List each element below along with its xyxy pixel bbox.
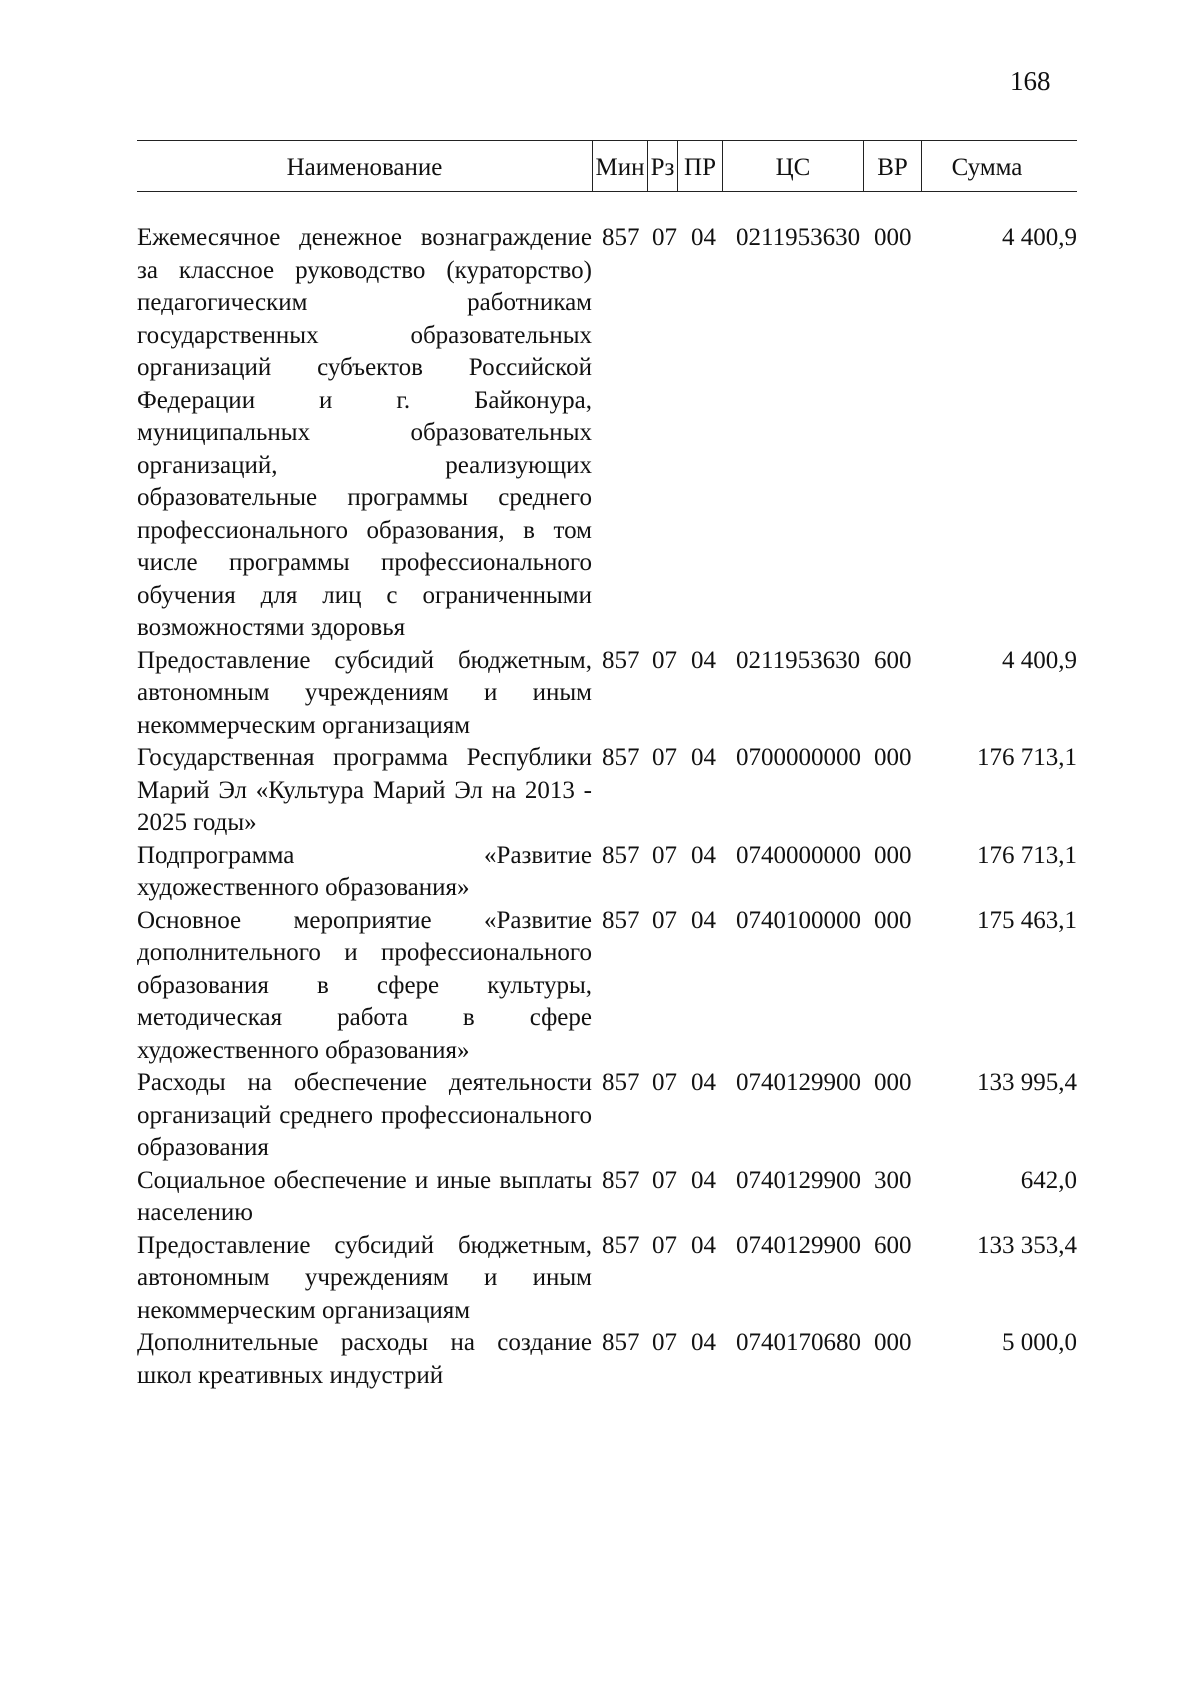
row-name: Предоставление субсидий бюджетным, автономным учреждениям и иным некоммерческим организациям <box>137 1231 592 1324</box>
row-sum: 176 713,1 <box>977 744 1077 771</box>
table-body <box>137 222 1077 1392</box>
row-rz: 07 <box>652 1329 677 1356</box>
row-min: 857 <box>602 1231 640 1259</box>
table-row <box>137 1067 1077 1165</box>
header-sum: Сумма <box>951 154 1023 181</box>
row-name: Социальное обеспечение и иные выплаты населению <box>137 1166 592 1226</box>
row-name: Основное мероприятие «Развитие дополнительного и профессионального образования в сфере культуры, методическая работа в сфере художественного образования» <box>137 906 592 1064</box>
row-name: Подпрограмма «Развитие художественного образования» <box>137 841 592 901</box>
row-name: Расходы на обеспечение деятельности организаций среднего профессионального образования <box>137 1069 592 1161</box>
row-sum: 4 400,9 <box>1002 224 1077 251</box>
table-row <box>137 742 1077 840</box>
row-vr: 000 <box>874 841 912 869</box>
row-min: 857 <box>602 1166 640 1194</box>
table-row <box>137 1165 1077 1230</box>
row-sum: 5 000,0 <box>1002 1329 1077 1356</box>
row-sum: 176 713,1 <box>977 841 1077 869</box>
row-min: 857 <box>602 646 640 674</box>
row-min: 857 <box>602 224 640 251</box>
table-row <box>137 1230 1077 1328</box>
row-rz: 07 <box>652 1166 677 1194</box>
row-pr: 04 <box>691 1231 716 1259</box>
row-pr: 04 <box>691 906 716 934</box>
header-cs: ЦС <box>775 154 811 181</box>
row-vr: 000 <box>874 1069 912 1096</box>
row-cs: 0740100000 <box>736 906 861 934</box>
row-rz: 07 <box>652 1069 677 1096</box>
row-rz: 07 <box>652 1231 677 1259</box>
table-row <box>137 905 1077 1068</box>
row-pr: 04 <box>691 646 716 674</box>
header-name: Наименование <box>286 154 443 181</box>
header-rz: Рз <box>650 154 675 181</box>
row-cs: 0740129900 <box>736 1166 861 1194</box>
row-vr: 300 <box>874 1166 912 1194</box>
row-cs: 0740129900 <box>736 1069 861 1096</box>
row-sum: 642,0 <box>1020 1166 1077 1194</box>
row-cs: 0740000000 <box>736 841 861 869</box>
row-pr: 04 <box>691 1329 716 1356</box>
page-number: 168 <box>1010 66 1051 96</box>
header-vr: ВР <box>877 154 908 181</box>
row-sum: 4 400,9 <box>1002 646 1077 674</box>
row-min: 857 <box>602 744 640 771</box>
row-name: Предоставление субсидий бюджетным, автономным учреждениям и иным некоммерческим организациям <box>137 646 592 739</box>
row-min: 857 <box>602 1329 640 1356</box>
row-vr: 600 <box>874 1231 912 1259</box>
row-cs: 0740170680 <box>736 1329 861 1356</box>
row-min: 857 <box>602 1069 640 1096</box>
row-pr: 04 <box>691 224 716 251</box>
row-sum: 133 995,4 <box>977 1069 1077 1096</box>
row-sum: 133 353,4 <box>977 1231 1077 1259</box>
row-name: Ежемесячное денежное вознаграждение за классное руководство (кураторство) педагогическим работникам государственных образовательных организаций субъектов Российской Федерации и г. Байконура, муниципальных образовательных организаций, реализующих образовательные программы среднего профессионального образования, в том числе программы профессионального обучения для лиц с ограниченными возможностями здоровья <box>137 224 592 641</box>
row-vr: 600 <box>874 646 912 674</box>
row-rz: 07 <box>652 906 677 934</box>
row-name: Государственная программа Республики Марий Эл «Культура Марий Эл на 2013 - 2025 годы» <box>137 744 592 836</box>
header-min: Мин <box>595 154 645 181</box>
row-rz: 07 <box>652 224 677 251</box>
row-cs: 0700000000 <box>736 744 861 771</box>
row-sum: 175 463,1 <box>977 906 1077 934</box>
row-pr: 04 <box>691 1069 716 1096</box>
row-cs: 0740129900 <box>736 1231 861 1259</box>
row-pr: 04 <box>691 841 716 869</box>
header-pr: ПР <box>684 154 716 181</box>
row-name: Дополнительные расходы на создание школ креативных индустрий <box>137 1329 592 1389</box>
row-rz: 07 <box>652 646 677 674</box>
row-pr: 04 <box>691 744 716 771</box>
row-rz: 07 <box>652 744 677 771</box>
table-row <box>137 840 1077 905</box>
table-header <box>137 140 1077 192</box>
budget-table <box>137 140 1077 1392</box>
row-vr: 000 <box>874 744 912 771</box>
row-pr: 04 <box>691 1166 716 1194</box>
row-vr: 000 <box>874 224 912 251</box>
row-vr: 000 <box>874 906 912 934</box>
table-row <box>137 222 1077 645</box>
row-vr: 000 <box>874 1329 912 1356</box>
row-cs: 0211953630 <box>736 224 861 251</box>
table-row <box>137 1327 1077 1392</box>
row-cs: 0211953630 <box>736 646 861 674</box>
row-min: 857 <box>602 841 640 869</box>
row-min: 857 <box>602 906 640 934</box>
table-row <box>137 645 1077 743</box>
row-rz: 07 <box>652 841 677 869</box>
